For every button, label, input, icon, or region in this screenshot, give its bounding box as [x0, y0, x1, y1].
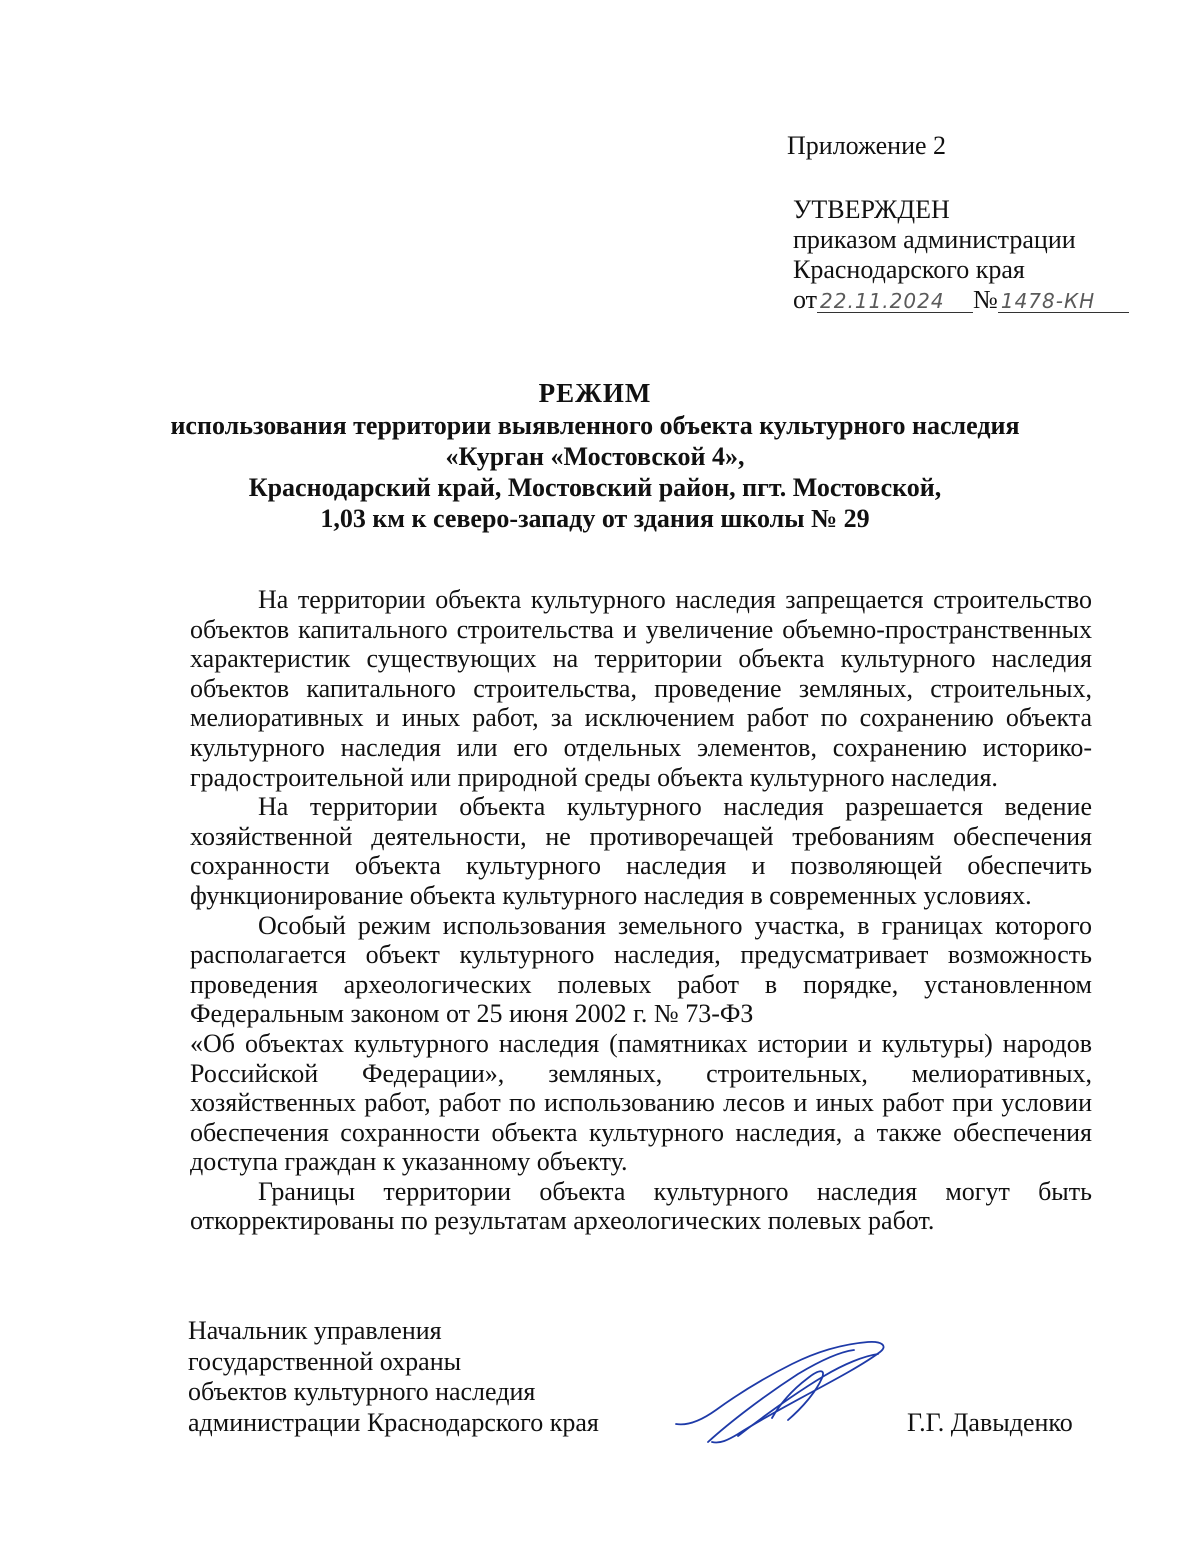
handwritten-number: 1478-КН	[998, 290, 1129, 313]
paragraph-4: Границы территории объекта культурного наследия могут быть откорректированы по результатам археологических полевых работ.	[190, 1176, 1092, 1236]
position-line-2: государственной охраны	[188, 1346, 462, 1376]
title-line-4: 1,03 км к северо-западу от здания школы № 29	[320, 504, 870, 533]
position-line-1: Начальник управления	[188, 1316, 442, 1345]
approved-line-2: Краснодарского края	[793, 255, 1025, 284]
position-line-4: администрации Краснодарского края	[188, 1407, 599, 1437]
position-line-3: объектов культурного наследия	[188, 1377, 536, 1406]
date-prefix: от	[793, 285, 818, 314]
title-line-2: «Курган «Мостовской 4»,	[445, 442, 745, 471]
signatory-name: Г.Г. Давыденко	[907, 1408, 1073, 1437]
title-main: РЕЖИМ	[538, 378, 652, 408]
handwritten-date: 22.11.2024	[817, 290, 973, 313]
document-title	[150, 378, 1040, 534]
handwritten-signature	[668, 1338, 898, 1448]
signatory-position	[188, 1316, 599, 1438]
approval-block	[793, 195, 1129, 315]
order-date-number	[793, 285, 1129, 315]
paragraph-3	[190, 911, 1092, 1177]
title-line-1: использования территории выявленного объекта культурного наследия	[170, 411, 1020, 440]
title-line-3: Краснодарский край, Мостовский район, пгт. Мостовской,	[248, 473, 942, 502]
paragraph-2: На территории объекта культурного наследия разрешается ведение хозяйственной деятельности, не противоречащей требованиям обеспечения сохранности объекта культурного наследия и позволяющей обеспечить функционирование объекта культурного наследия в современных условиях.	[190, 792, 1092, 910]
paragraph-3-part-b: «Об объектах культурного наследия (памятниках истории и культуры) народов Российской Федерации», земляных, строительных, мелиоративных, хозяйственных работ, работ по использованию лесов и иных работ при условии обеспечения сохранности объекта культурного наследия, а также обеспечения доступа граждан к указанному объекту.	[190, 1028, 1092, 1177]
approved-heading: УТВЕРЖДЕН	[793, 195, 950, 224]
approved-line-1: приказом администрации	[793, 225, 1076, 254]
document-body	[190, 585, 1092, 1236]
number-prefix: №	[973, 285, 998, 314]
appendix-label: Приложение 2	[787, 131, 947, 160]
paragraph-1: На территории объекта культурного наследия запрещается строительство объектов капитального строительства и увеличение объемно-пространственных характеристик существующих на территории объекта культурного наследия объектов капитального строительства, проведение земляных, строительных, мелиоративных и иных работ, за исключением работ по сохранению объекта культурного наследия или его отдельных элементов, сохранению историко-градостроительной или природной среды объекта культурного наследия.	[190, 585, 1092, 792]
paragraph-3-part-a: Особый режим использования земельного участка, в границах которого располагается объект культурного наследия, предусматривает возможность проведения археологических полевых работ в порядке, установленном Федеральным законом от 25 июня 2002 г. № 73-ФЗ	[190, 910, 1092, 1029]
